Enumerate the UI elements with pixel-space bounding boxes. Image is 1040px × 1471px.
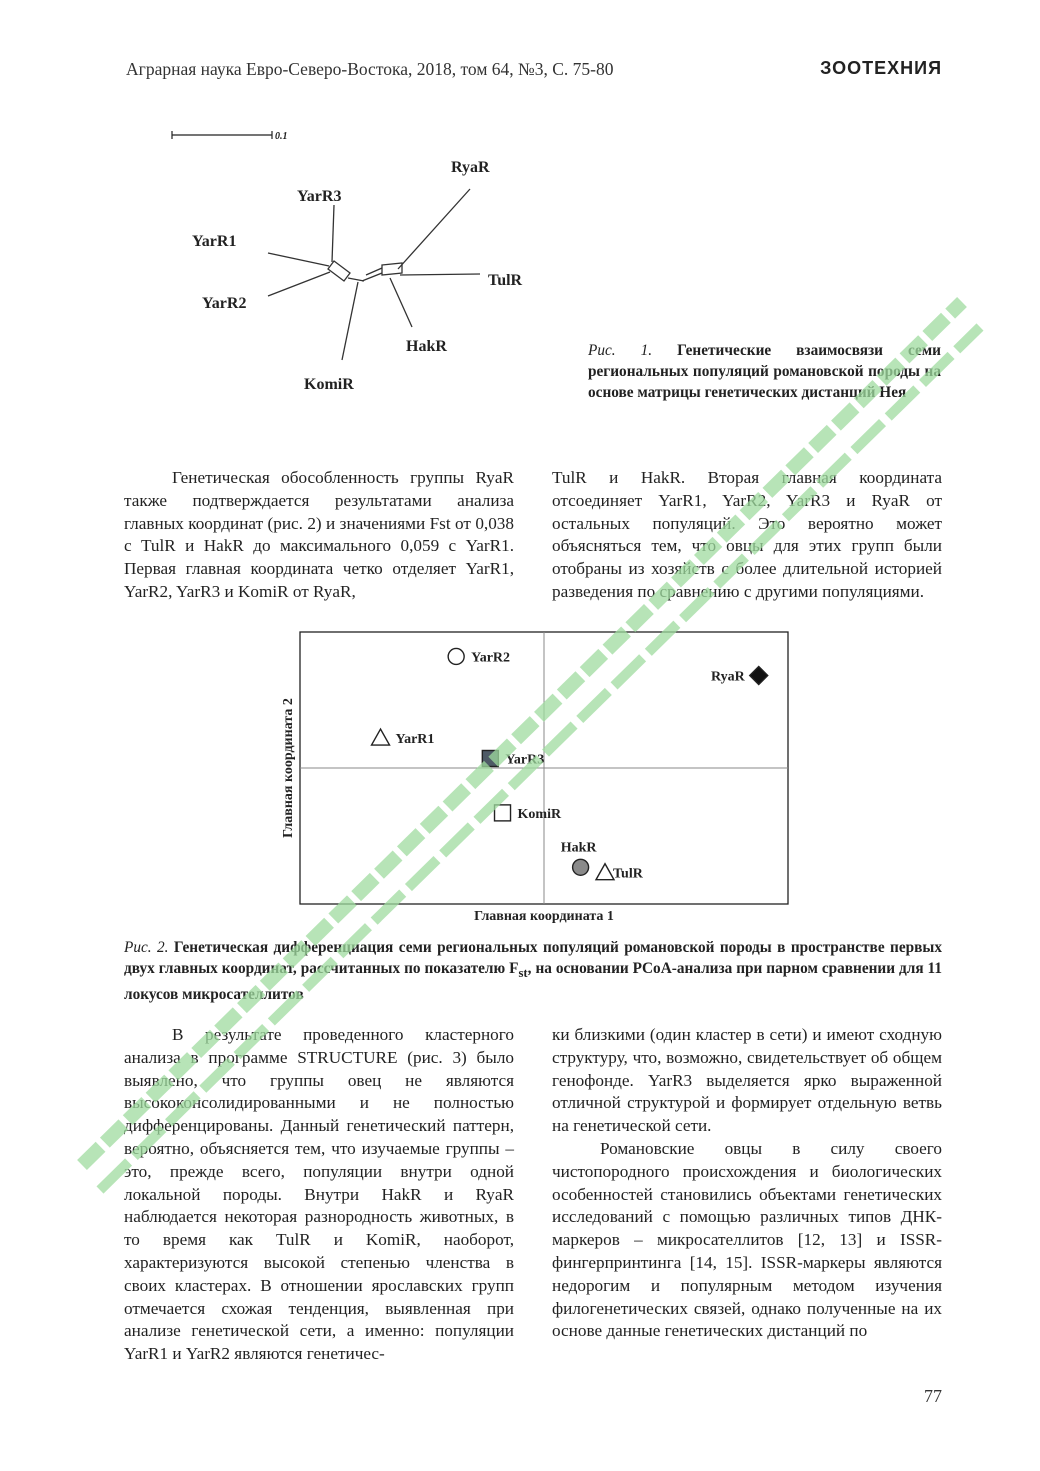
point-label-hakr: HakR — [560, 840, 597, 856]
network-edges — [268, 189, 480, 360]
marker-ryar — [750, 667, 768, 685]
body-text-left-2 — [124, 1024, 514, 1366]
section-title: ЗООТЕХНИЯ — [820, 58, 942, 78]
y-axis-label: Главная координата 2 — [281, 698, 296, 838]
paragraph: В результате проведенного кластерного анализа в программе STRUCTURE (рис. 3) было выявлено, что группы овец не являются высококонсолидированными и не полностью дифференцированы. Данный генетический паттерн, вероятно, объясняется тем, что изучаемые группы – это, прежде всего, популяции внутри одной локальной породы. Внутри HakR и RyaR наблюдается некоторая разнородность животных, в то время как TulR и KomiR, наоборот, характеризуются высокой степенью членства в своих кластерах. В отношении ярославских групп отмечается схожая тенденция, выявленная при анализе генетической сети, а именно: популяции YarR1 и YarR2 являются генетичес- — [124, 1025, 514, 1364]
marker-yarr2 — [448, 648, 464, 664]
marker-tulr — [596, 864, 614, 880]
figure2-caption-text-a: Генетическая дифференциация семи региональных популяций романовской породы в пространстве первых двух главных координат, рассчитанных по показателю F — [124, 939, 942, 977]
scale-label: 0.1 — [275, 131, 288, 142]
figure2-pcoa-chart — [270, 628, 800, 928]
body-text-right-2 — [552, 1024, 942, 1343]
journal-citation: Аграрная наука Евро-Северо-Востока, 2018, том 64, №3, С. 75-80 — [126, 59, 614, 79]
label-yarr3: YarR3 — [297, 188, 342, 205]
marker-yarr1 — [372, 729, 390, 745]
paragraph: Романовские овцы в силу своего чистопородного происхождения и биологических особенностей становились объектами генетических исследований с помощью различных типов ДНК-маркеров – микросателлитов [12, 13] и ISSR-фингерпринтинга [14, 15]. ISSR-маркеры являются недорогим и популярным методом изучения филогенетических связей, однако полученные на их основе данные генетических дистанций по — [552, 1138, 942, 1341]
point-label-yarr2: YarR2 — [471, 650, 511, 666]
label-yarr1: YarR1 — [192, 233, 237, 250]
figure1-caption-text: Генетические взаимосвязи семи региональных популяций романовской породы на основе матрицы генетических дистанций Нея — [588, 342, 941, 401]
figure2-caption-subscript: st — [518, 966, 528, 981]
marker-hakr — [573, 859, 589, 875]
body-text-left-1 — [124, 467, 514, 604]
scale-bar — [172, 131, 288, 142]
point-label-komir: KomiR — [517, 806, 562, 822]
label-yarr2: YarR2 — [202, 295, 247, 312]
point-label-yarr3: YarR3 — [505, 752, 545, 768]
page-number: 77 — [924, 1386, 942, 1406]
label-ryar: RyaR — [451, 159, 490, 176]
paragraph: Генетическая обособленность группы RyaR также подтверждается результатами анализа главных координат (рис. 2) и значениями Fst от 0,038 с TulR и HakR до максимального 0,059 с YarR1. Первая главная координата четко отделяет YarR1, YarR2, YarR3 и KomiR от RyaR, — [124, 468, 514, 601]
figure2-caption-text-b: , на основании PCoA-анализа при парном сравнении для 11 локусов микросателлитов — [124, 960, 943, 1004]
label-tulr: TulR — [488, 272, 523, 289]
paragraph: TulR и HakR. Вторая главная координата отсоединяет YarR1, YarR2, YarR3 и RyaR от остальных популяций. Это вероятно может объясняться тем, что овцы для этих групп были отобраны из хозяйств с более длительной историей разведения по сравнению с другими популяциями. — [552, 468, 942, 601]
figure2-caption — [124, 937, 942, 1005]
point-label-yarr1: YarR1 — [395, 732, 435, 748]
figure1-network — [150, 115, 570, 415]
label-komir: KomiR — [304, 376, 354, 393]
marker-komir — [495, 805, 511, 821]
point-label-tulr: TulR — [613, 866, 643, 882]
point-label-ryar: RyaR — [710, 669, 745, 685]
figure1-caption — [588, 340, 941, 403]
data-markers — [372, 648, 768, 881]
x-axis-label: Главная координата 1 — [474, 909, 614, 924]
body-text-right-1 — [552, 467, 942, 604]
figure1-caption-label: Рис. 1. — [588, 342, 653, 359]
paragraph: ки близкими (один кластер в сети) и имеют сходную структуру, что, возможно, свидетельствует об общем генофонде. YarR3 выделяется ярко выраженной отличной структурой и формирует отдельную ветвь на генетической сети. — [552, 1025, 942, 1136]
figure2-caption-label: Рис. 2. — [124, 939, 169, 956]
label-hakr: HakR — [406, 338, 447, 355]
marker-yarr3 — [482, 750, 498, 766]
